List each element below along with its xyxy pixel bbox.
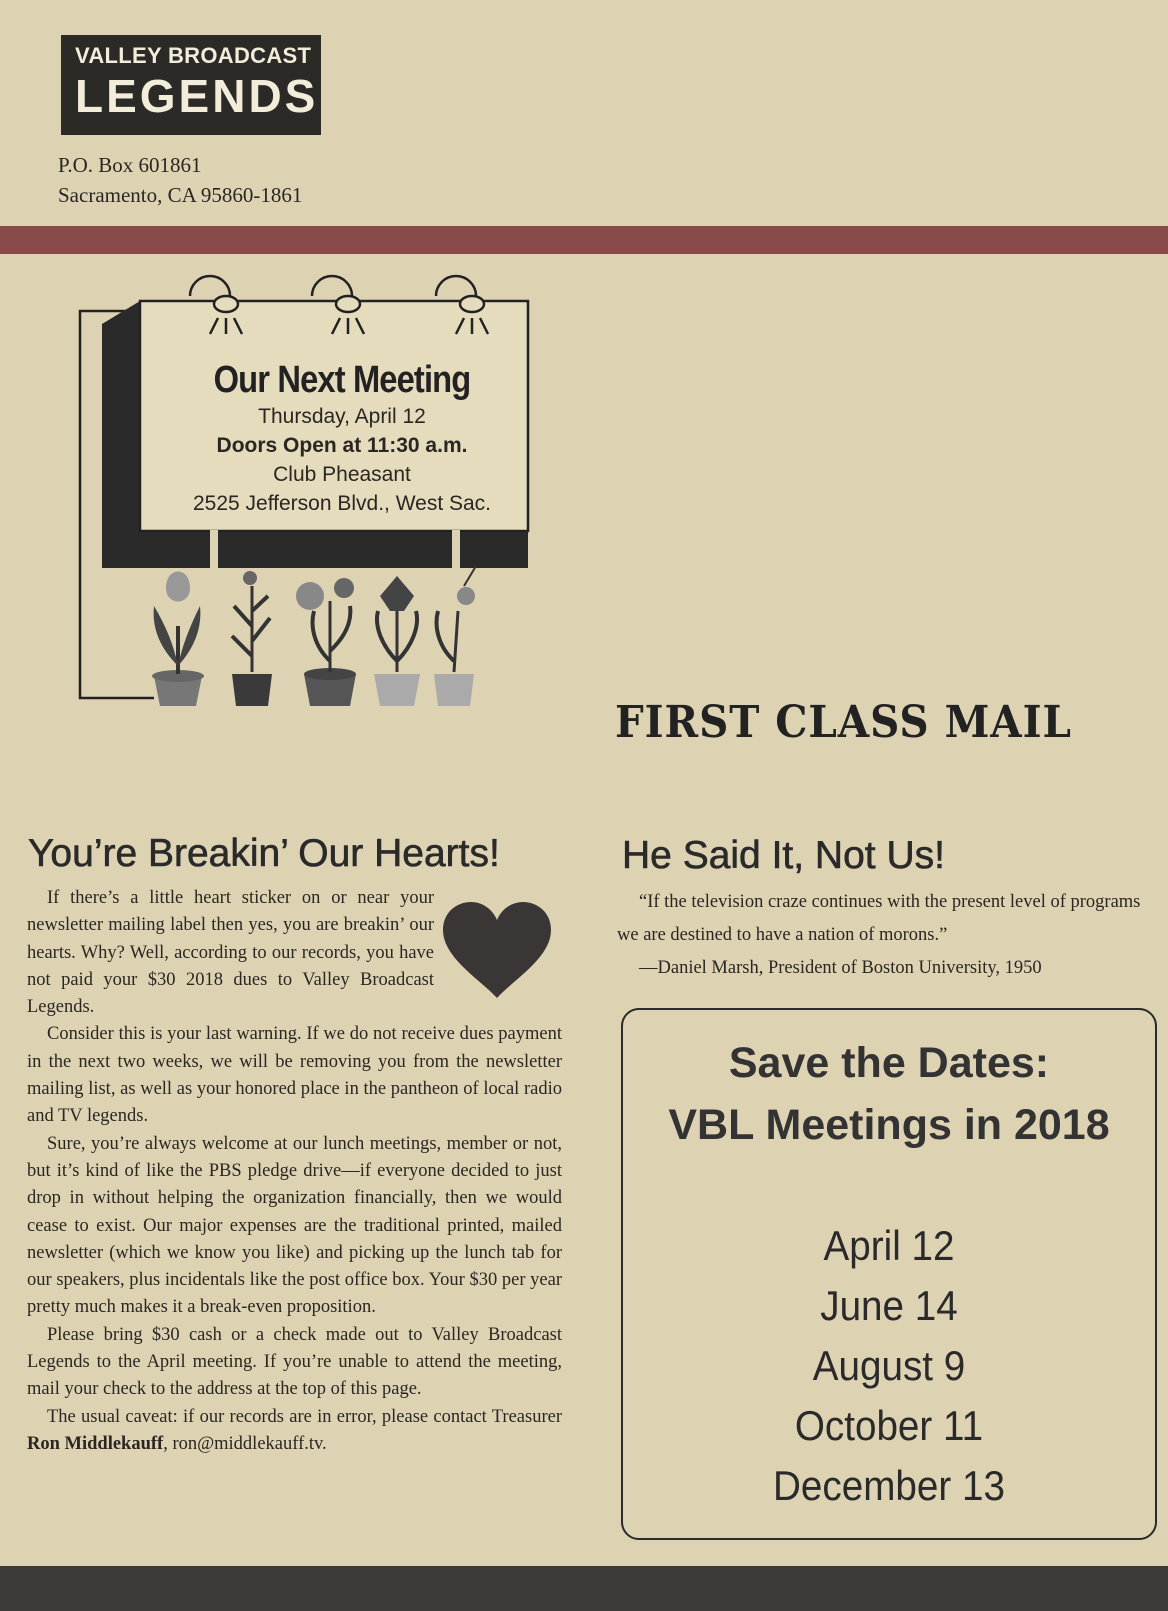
hearts-paragraph-3: Sure, you’re always welcome at our lunch meetings, member or not, but it’s kind of like the PBS pledge drive—if everyone decided to just drop in without helping the organization financially, then we would cease to exist. Our major expenses are the traditional printed, mailed newsletter (which we know you like) and picking up the lunch tab for our speakers, plus incidentals like the post office box. Your $30 per year pretty much makes it a break-even proposition.	[27, 1133, 562, 1318]
flower-pots-icon	[152, 566, 476, 706]
meeting-sign	[143, 358, 541, 518]
hearts-heading: You’re Breakin’ Our Hearts!	[28, 832, 500, 875]
first-class-mail-label: FIRST CLASS MAIL	[615, 697, 1072, 748]
meeting-venue: Club Pheasant	[273, 463, 411, 486]
dates-list	[623, 1216, 1155, 1516]
hearts-paragraph-5	[27, 1404, 562, 1459]
hearts-article	[27, 885, 562, 1458]
treasurer-name: Ron Middlekauff	[27, 1433, 164, 1454]
save-dates-title-line-2: VBL Meetings in 2018	[668, 1101, 1110, 1149]
meeting-address: 2525 Jefferson Blvd., West Sac.	[192, 492, 492, 515]
meeting-date: Thursday, April 12	[258, 405, 426, 428]
save-dates-title	[623, 1032, 1155, 1156]
bottom-divider	[0, 1566, 1168, 1611]
date-item: December 13	[773, 1462, 1005, 1509]
quote-text: “If the television craze continues with the present level of programs we are destined to have a nation of morons.”	[617, 892, 1141, 945]
hearts-paragraph-1: If there’s a little heart sticker on or near your newsletter mailing label then yes, you are breakin’ our hearts. Why? Well, according to our records, you have not paid your $30 2018 dues to Valley Broadcast Legends.	[27, 888, 434, 1018]
top-divider	[0, 226, 1168, 254]
date-item: October 11	[794, 1402, 984, 1449]
caveat-text: The usual caveat: if our records are in error, please contact Treasurer	[47, 1406, 562, 1427]
meeting-doors: Doors Open at 11:30 a.m.	[216, 434, 468, 457]
address-line-2: Sacramento, CA 95860-1861	[58, 183, 303, 207]
hearts-paragraph-2: Consider this is your last warning. If we do not receive dues payment in the next two weeks, we will be removing you from the newsletter mailing list, as well as your honored place in the pantheon of local radio and TV legends.	[27, 1024, 562, 1127]
date-item: June 14	[820, 1282, 958, 1329]
logo	[61, 35, 321, 135]
treasurer-email: , ron@middlekauff.tv.	[163, 1433, 327, 1454]
quote-block	[617, 886, 1162, 985]
meeting-title: Our Next Meeting	[213, 359, 471, 401]
date-item: April 12	[823, 1222, 955, 1269]
hearts-paragraph-4: Please bring $30 cash or a check made out to Valley Broadcast Legends to the April meeting. If you’re unable to attend the meeting, mail your check to the address at the top of this page.	[27, 1324, 562, 1400]
quote-attribution: —Daniel Marsh, President of Boston University, 1950	[639, 958, 1042, 978]
return-address	[58, 150, 302, 210]
save-the-dates-box	[621, 1008, 1157, 1540]
logo-top-text: VALLEY BROADCAST	[75, 43, 312, 68]
save-dates-title-line-1: Save the Dates:	[728, 1039, 1050, 1087]
logo-main-text: LEGENDS	[75, 70, 319, 122]
address-line-1: P.O. Box 601861	[58, 153, 202, 177]
quote-heading: He Said It, Not Us!	[622, 834, 945, 877]
date-item: August 9	[812, 1342, 966, 1389]
